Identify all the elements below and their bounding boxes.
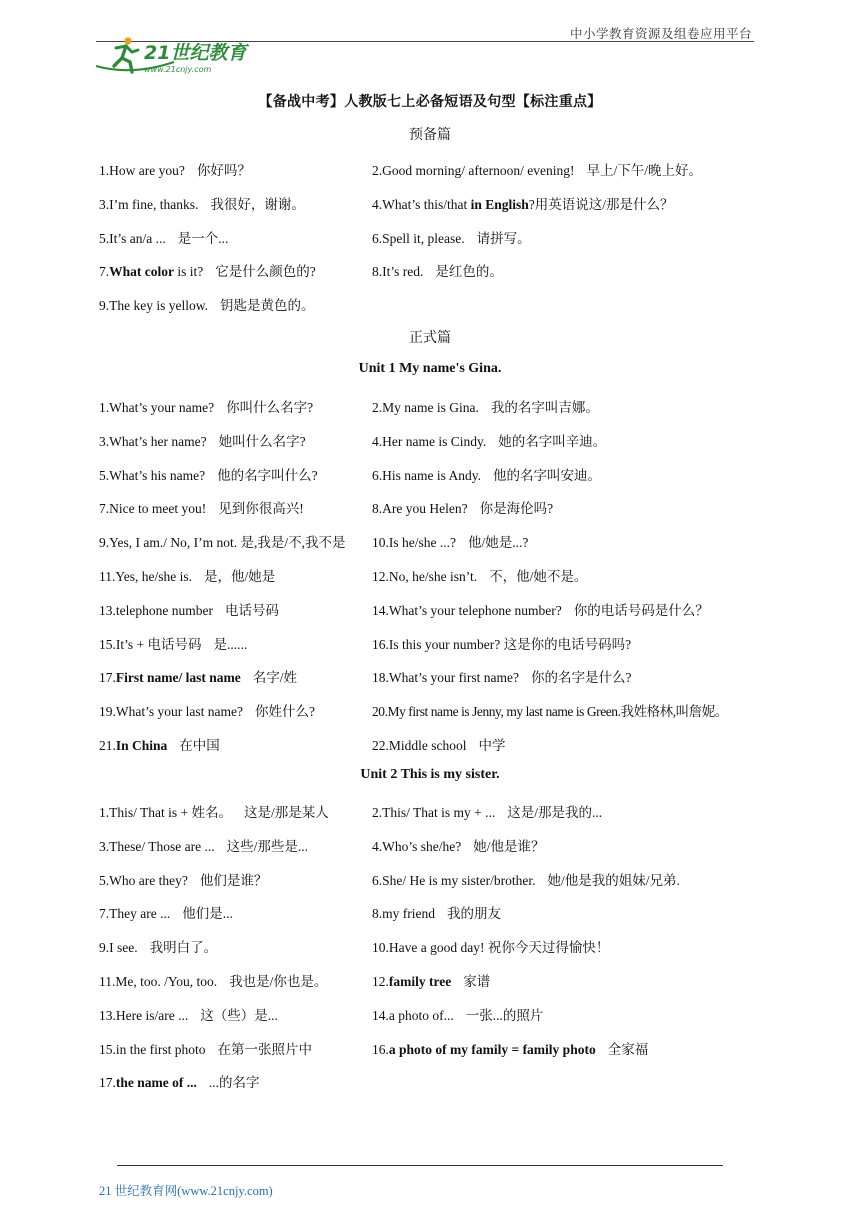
phrase-text: 8.Are you Helen? [372,501,468,517]
phrase-text: 8.my friend [372,906,435,922]
phrase-item [99,1004,278,1024]
phrase-translation: 这是/那是某人 [244,805,329,820]
phrase-translation: 你是海伦吗? [479,501,554,517]
phrase-item [372,430,606,450]
phrase-translation: 是红色的。 [435,264,503,280]
phrase-translation: 我的名字叫吉娜。 [490,400,599,415]
phrase-text: 11.Me, too. /You, too. [99,974,218,989]
phrase-translation: 她的名字叫辛迪。 [498,433,607,449]
section-prep: 预备篇 [409,128,451,143]
phrase-translation: 不，他/她不是。 [489,569,588,584]
phrase-item [99,1038,312,1058]
phrase-translation: 在中国 [179,738,220,753]
phrase-text: 16.Is this your number? 这是你的电话号码吗? [372,636,632,652]
document-title: 【备战中考】人教版七上必备短语及句型【标注重点】 [258,95,602,110]
phrase-text: 15.It’s + 电话号码 [99,636,202,652]
phrase-item [372,936,609,956]
phrase-row [99,497,779,517]
phrase-bold: family tree [388,974,452,989]
phrase-translation: 她叫什么名字? [218,433,306,449]
phrase-translation: 电话号码 [224,602,279,618]
phrase-item [372,599,709,619]
phrase-row [99,464,779,484]
phrase-translation: 一张...的照片 [465,1007,544,1023]
phrase-item [372,902,501,922]
phrase-item [99,869,267,889]
phrase-row [99,1004,779,1024]
phrase-bold: in English [470,196,529,212]
phrase-row [99,1038,779,1058]
phrase-translation: 是，他/她是 [204,569,276,584]
phrase-item [372,700,728,720]
phrase-translation: 是一个... [177,230,229,246]
phrase-translation: 这是/那是我的... [507,805,603,820]
phrase-item [372,396,599,416]
phrase-item [99,193,305,213]
phrase-translation: 全家福 [607,1041,649,1057]
phrase-text: 14.What’s your telephone number? [372,602,562,618]
phrase-text: 7.Nice to meet you! [99,501,207,517]
phrase-text: 9.I see. [99,940,138,956]
phrase-text: 5.What’s his name? [99,467,206,483]
unit2-heading: Unit 2 This is my sister. [360,767,500,782]
phrase-item [99,666,297,686]
phrase-item [99,835,308,855]
phrase-text: 7.They are ... [99,906,171,922]
phrase-text-after: is it? [174,264,204,280]
phrase-item [372,565,587,585]
phrase-item [372,633,631,653]
phrase-bold: the name of ... [115,1075,197,1091]
phrase-item [372,835,545,855]
phrase-item [99,497,304,517]
phrase-item [99,396,313,416]
phrase-row [99,666,779,686]
phrase-item [99,970,327,990]
phrase-row [99,835,779,855]
platform-header: 中小学教育资源及组卷应用平台 [569,27,752,41]
phrase-translation: ...的名字 [208,1075,260,1091]
phrase-text: 15.in the first photo [99,1041,206,1057]
phrase-text: 3.I’m fine, thanks. [99,196,199,212]
phrase-row [99,599,779,619]
phrase-text: 16. [372,1041,389,1057]
phrase-item [372,869,680,889]
phrase-item [372,970,490,990]
phrase-text: 12.No, he/she isn’t. [372,569,478,584]
phrase-text: 5.Who are they? [99,872,188,888]
phrase-row [99,260,779,280]
phrase-bold: In China [115,738,168,753]
phrase-row [99,396,779,416]
phrase-item [99,294,314,314]
phrase-row [99,565,779,585]
phrase-row [99,294,779,314]
phrase-translation: 这（些）是... [200,1007,278,1023]
phrase-translation: 我也是/你也是。 [229,974,328,989]
phrase-text: 2.Good morning/ afternoon/ evening! [372,163,575,178]
phrase-row [99,902,779,922]
phrase-item [99,902,233,922]
phrase-item [99,565,275,585]
phrase-text: 20.My first name is Jenny, my last name is Green.我姓格林,叫詹妮。 [372,704,728,720]
phrase-bold: a photo of my family = family photo [388,1041,596,1057]
phrase-translation: 中学 [478,738,506,753]
phrase-text: 18.What’s your first name? [372,670,519,686]
phrase-translation: 他们是... [182,906,233,922]
phrase-translation: 请拼写。 [476,230,531,246]
phrase-text: 22.Middle school [372,738,467,753]
phrase-text: 6.His name is Andy. [372,467,481,483]
phrase-translation: 早上/下午/晚上好。 [586,163,702,178]
phrase-text: 6.She/ He is my sister/brother. [372,872,536,888]
footer-rule [117,1165,723,1166]
phrase-text: 2.This/ That is my + ... [372,805,496,820]
svg-text:www.21cnjy.com: www.21cnjy.com [144,65,212,74]
phrase-translation: 名字/姓 [252,670,297,686]
phrase-item [372,260,503,280]
phrase-text: 9.Yes, I am./ No, I’m not. 是,我是/不,我不是 [99,535,346,551]
section-formal: 正式篇 [409,331,451,346]
phrase-translation: 是...... [213,636,248,652]
phrase-row [99,700,779,720]
phrase-text: 4.Who’s she/he? [372,838,462,854]
phrase-item [372,531,528,551]
phrase-item [99,260,316,280]
phrase-item [372,464,601,484]
phrase-translation: 他的名字叫什么? [217,467,318,483]
phrase-text: 3.These/ Those are ... [99,838,215,854]
phrase-item [372,497,553,517]
phrase-text: 2.My name is Gina. [372,400,479,415]
phrase-translation: 钥匙是黄色的。 [219,298,315,314]
phrase-text: 10.Have a good day! 祝你今天过得愉快！ [372,940,610,956]
phrase-translation: 你叫什么名字? [226,400,314,415]
phrase-item [99,159,251,179]
phrase-row [99,430,779,450]
phrase-item [99,801,329,821]
phrase-text: 14.a photo of... [372,1007,454,1023]
phrase-translation: 我很好，谢谢。 [210,196,305,212]
phrase-text: 8.It’s red. [372,264,424,280]
phrase-row [99,227,779,247]
phrase-text: 7. [99,264,110,280]
phrase-translation: 他的名字叫安迪。 [493,467,601,483]
phrase-text: 21. [99,738,116,753]
phrase-item [99,734,220,754]
phrase-text: 3.What’s her name? [99,433,207,449]
phrase-row [99,936,779,956]
phrase-translation: 在第一张照片中 [217,1041,312,1057]
phrase-text-after: ?用英语说这/那是什么？ [528,196,674,212]
phrase-row [99,193,779,213]
svg-text:21世纪教育: 21世纪教育 [144,42,247,64]
phrase-item [372,1004,543,1024]
phrase-row [99,734,779,754]
phrase-row [99,1071,779,1091]
phrase-text: 1.This/ That is + 姓名。 [99,805,232,820]
phrase-text: 19.What’s your last name? [99,704,243,720]
unit1-heading: Unit 1 My name's Gina. [358,361,502,376]
phrase-item [372,801,602,821]
phrase-bold: First name/ last name [115,670,241,686]
phrase-translation: 你好吗？ [196,163,251,178]
phrase-item [372,159,702,179]
phrase-translation: 他们是谁？ [199,872,268,888]
phrase-bold: What color [109,264,174,280]
phrase-item [372,193,674,213]
phrase-item [99,633,247,653]
phrase-translation: 他/她是...? [467,535,529,551]
phrase-item [372,227,531,247]
phrase-text: 9.The key is yellow. [99,298,208,314]
phrase-text: 10.Is he/she ...? [372,535,456,551]
phrase-text: 1.What’s your name? [99,400,215,415]
phrase-item [372,666,631,686]
phrase-translation: 我明白了。 [149,940,218,956]
phrase-text: 4.What’s this/that [372,196,471,212]
phrase-text: 4.Her name is Cindy. [372,433,487,449]
phrase-row [99,633,779,653]
phrase-item [372,1038,648,1058]
phrase-text: 5.It’s an/a ... [99,230,166,246]
phrase-translation: 这些/那些是... [226,838,308,854]
phrase-row [99,531,779,551]
phrase-translation: 你的名字是什么? [530,670,632,686]
footer-source: 21 世纪教育网(www.21cnjy.com) [99,1184,273,1198]
phrase-item [99,599,279,619]
phrase-row [99,869,779,889]
phrase-item [99,1071,260,1091]
phrase-translation: 我的朋友 [447,906,501,922]
phrase-item [99,227,228,247]
phrase-row [99,970,779,990]
phrase-text: 12. [372,974,389,989]
phrase-item [99,936,217,956]
phrase-text: 17. [99,670,116,686]
logo-icon [92,32,262,80]
phrase-row [99,801,779,821]
phrase-translation: 它是什么颜色的? [215,264,316,280]
phrase-item [99,430,306,450]
phrase-text: 1.How are you? [99,163,185,178]
phrase-translation: 你的电话号码是什么？ [573,602,709,618]
phrase-item [99,700,315,720]
phrase-item [99,531,346,551]
phrase-translation: 见到你很高兴! [218,501,304,517]
phrase-row [99,159,779,179]
phrase-translation: 你姓什么? [254,704,315,720]
phrase-item [372,734,506,754]
phrase-translation: 她/他是我的姐妹/兄弟. [547,872,680,888]
phrase-text: 6.Spell it, please. [372,230,465,246]
phrase-text: 11.Yes, he/she is. [99,569,193,584]
phrase-item [99,464,318,484]
phrase-text: 17. [99,1075,116,1091]
phrase-translation: 家谱 [463,974,491,989]
phrase-text: 13.Here is/are ... [99,1007,189,1023]
phrase-text: 13.telephone number [99,602,213,618]
phrase-translation: 她/他是谁？ [473,838,545,854]
